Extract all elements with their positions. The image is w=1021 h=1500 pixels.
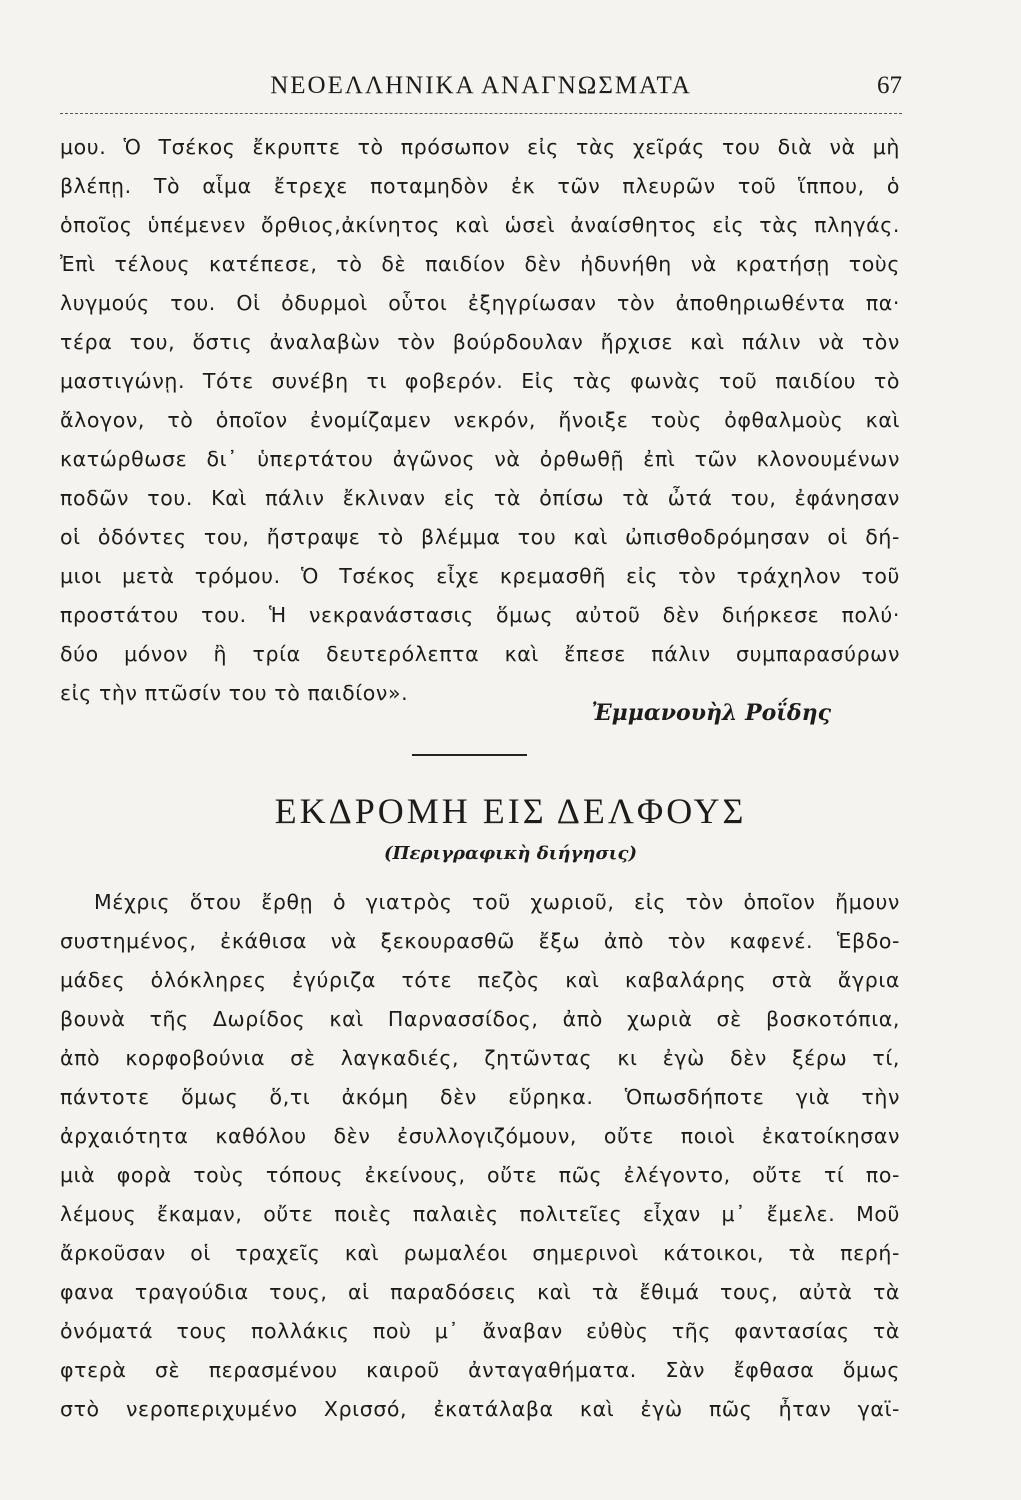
text-line: οἱ ὀδόντες του, ἤστραψε τὸ βλέμμα του καὶ ὠπισθοδρόμησαν οἱ δή- (60, 525, 900, 549)
text-line: ὁποῖος ὑπέμενεν ὄρθιος,ἀκίνητος καὶ ὡσεὶ ἀναίσθητος εἰς τὰς πληγάς. (60, 213, 900, 237)
text-line: ποδῶν του. Καὶ πάλιν ἔκλιναν εἰς τὰ ὀπίσω τὰ ὦτά του, ἐφάνησαν (60, 486, 900, 510)
text-line: ἀπὸ κορφοβούνια σὲ λαγκαδιές, ζητῶντας κι ἐγὼ δὲν ξέρω τί, (60, 1046, 900, 1070)
section-title: ΕΚΔΡΟΜΗ ΕΙΣ ΔΕΛΦΟΥΣ (274, 791, 747, 831)
text-line: κατώρθωσε δι᾽ ὑπερτάτου ἀγῶνος νὰ ὀρθωθῇ ἐπὶ τῶν κλονουμένων (60, 447, 900, 471)
page-number: 67 (877, 72, 902, 99)
text-line: ὀνόματά τους πολλάκις ποὺ μ᾽ ἄναβαν εὐθὺς τῆς φαντασίας τὰ (60, 1319, 900, 1343)
text-line: ἄρκοῦσαν οἱ τραχεῖς καὶ ρωμαλέοι σημερινοὶ κάτοικοι, τὰ περή- (60, 1241, 900, 1265)
text-line: λυγμούς του. Οἱ ὀδυρμοὶ οὗτοι ἐξηγρίωσαν τὸν ἀποθηριωθέντα πα· (60, 291, 900, 315)
text-line: τέρα του, ὅστις ἀναλαβὼν τὸν βούρδουλαν ἤρχισε καὶ πάλιν νὰ τὸν (60, 330, 900, 354)
passage-two (60, 883, 900, 1429)
running-head (60, 72, 902, 108)
text-line: μου. Ὁ Τσέκος ἔκρυπτε τὸ πρόσωπον εἰς τὰς χεῖράς του διὰ νὰ μὴ (60, 135, 900, 159)
text-line: συστημένος, ἐκάθισα νὰ ξεκουρασθῶ ἔξω ἀπὸ τὸν καφενέ. Ἑβδο- (60, 929, 900, 953)
text-line: μιὰ φορὰ τοὺς τόπους ἐκείνους, οὔτε πῶς ἐλέγοντο, οὔτε τί πο- (60, 1163, 900, 1187)
text-line: Ἐπὶ τέλους κατέπεσε, τὸ δὲ παιδίον δὲν ἠδυνήθη νὰ κρατήσῃ τοὺς (60, 252, 900, 276)
section-subtitle: (Περιγραφικὴ διήγησις) (384, 843, 637, 864)
text-line: βουνὰ τῆς Δωρίδος καὶ Παρνασσίδος, ἀπὸ χωριὰ σὲ βοσκοτόπια, (60, 1007, 900, 1031)
text-line: φτερὰ σὲ περασμένου καιροῦ ἀνταγαθήματα. Σὰν ἔφθασα ὅμως (60, 1358, 900, 1382)
text-line: στὸ νεροπεριχυμένο Χρισσό, ἐκατάλαβα καὶ ἐγὼ πῶς ἦταν γαϊ- (60, 1397, 900, 1421)
text-line: λέμους ἔκαμαν, οὔτε ποιὲς παλαιὲς πολιτεῖες εἶχαν μ᾽ ἔμελε. Μοῦ (60, 1202, 900, 1226)
text-line: Μέχρις ὅτου ἔρθῃ ὁ γιατρὸς τοῦ χωριοῦ, εἰς τὸν ὁποῖον ἤμουν (94, 890, 900, 914)
header-rule (60, 113, 902, 114)
section-divider (412, 754, 527, 756)
running-title: ΝΕΟΕΛΛΗΝΙΚΑ ΑΝΑΓΝΩΣΜΑΤΑ (270, 72, 692, 99)
text-line: φανα τραγούδια τους, αἱ παραδόσεις καὶ τὰ ἔθιμά τους, αὐτὰ τὰ (60, 1280, 900, 1304)
text-line: βλέπῃ. Τὸ αἷμα ἔτρεχε ποταμηδὸν ἐκ τῶν πλευρῶν τοῦ ἵππου, ὁ (60, 174, 900, 198)
text-line: πάντοτε ὅμως ὅ,τι ἀκόμη δὲν εὕρηκα. Ὁπωσδήποτε γιὰ τὴν (60, 1085, 900, 1109)
text-line: εἰς τὴν πτῶσίν του τὸ παιδίον». (60, 681, 409, 705)
text-line: μαστιγώνῃ. Τότε συνέβη τι φοβερόν. Εἰς τὰς φωνὰς τοῦ παιδίου τὸ (60, 369, 900, 393)
author-signature: Ἐμμανουὴλ Ροΐδης (591, 700, 831, 726)
text-line: μάδες ὁλόκληρες ἐγύριζα τότε πεζὸς καὶ καβαλάρης στὰ ἄγρια (60, 968, 900, 992)
text-line: ἀρχαιότητα καθόλου δὲν ἐσυλλογιζόμουν, οὔτε ποιοὶ ἐκατοίκησαν (60, 1124, 900, 1148)
text-line: ἄλογον, τὸ ὁποῖον ἐνομίζαμεν νεκρόν, ἤνοιξε τοὺς ὀφθαλμοὺς καὶ (60, 408, 900, 432)
passage-one (60, 128, 900, 713)
text-line: μιοι μετὰ τρόμου. Ὁ Τσέκος εἶχε κρεμασθῆ εἰς τὸν τράχηλον τοῦ (60, 564, 900, 588)
text-line: προστάτου του. Ἡ νεκρανάστασις ὅμως αὐτοῦ δὲν διήρκεσε πολύ· (60, 603, 900, 627)
text-line: δύο μόνον ἢ τρία δευτερόλεπτα καὶ ἔπεσε πάλιν συμπαρασύρων (60, 642, 900, 666)
